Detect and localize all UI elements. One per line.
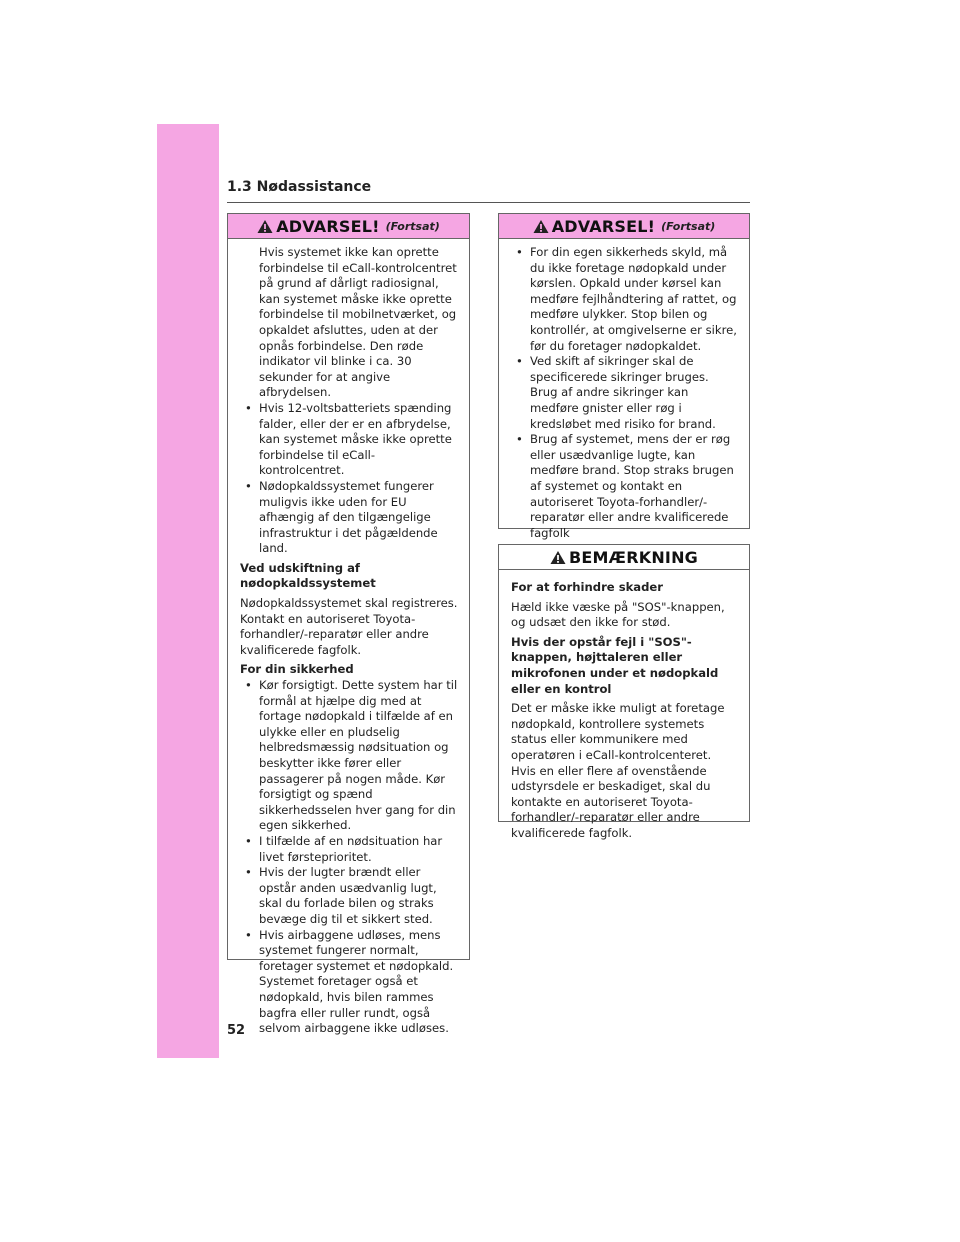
list-item: • I tilfælde af en nødsituation har livet førsteprioritet. (240, 834, 459, 865)
warning-subtitle: (Fortsat) (385, 219, 440, 233)
list-item: • Ved skift af sikringer skal de specificerede sikringer bruges. Brug af andre sikringer kan medføre gnister eller røg i kredsløbet med risiko for brand. (511, 354, 739, 432)
warning-title: ADVARSEL! (551, 216, 656, 236)
notice-title: BEMÆRKNING (569, 547, 698, 567)
subheading: For din sikkerhed (240, 662, 354, 677)
list-item: • Brug af systemet, mens der er røg eller usædvanlige lugte, kan medføre brand. Stop straks brugen af systemet og kontakt en autoriseret Toyota-forhandler/-reparatør eller andre kvalificerede fagfolk (511, 432, 739, 541)
warning-box-header (228, 214, 469, 239)
list-item: • Hvis 12-voltsbatteriets spænding falder, eller der er en afbrydelse, kan systemet måske ikke oprette forbindelse til eCall-kontrolcentret. (240, 401, 459, 479)
warning-subtitle: (Fortsat) (661, 219, 716, 233)
notice-triangle-icon (550, 550, 566, 565)
list-item: • Nødopkaldssystemet fungerer muligvis ikke uden for EU afhængig af den tilgængelige infrastruktur i det pågældende land. (240, 479, 459, 557)
subheading: Ved udskiftning af nødopkaldssystemet (240, 560, 376, 591)
page-number: 52 (227, 1023, 246, 1038)
list-item: • For din egen sikkerheds skyld, må du ikke foretage nødopkald under kørslen. Opkald under kørsel kan medføre fejlhåndtering af rattet, og medføre ulykker. Stop bilen og kontrollér, at omgivelserne er sikre, før du foretager nødopkaldet. (511, 245, 739, 354)
warning-box-right (498, 213, 750, 540)
list-item: • Hvis der lugter brændt eller opstår anden usædvanlig lugt, skal du forlade bilen og straks bevæge dig til et sikkert sted. (240, 865, 459, 927)
warning-triangle-icon (257, 219, 273, 234)
paragraph: Det er måske ikke muligt at foretage nødopkald, kontrollere systemets status eller kommunikere med operatøren i eCall-kontrolcenteret. Hvis en eller flere af ovenstående udstyrsdele er beskadiget, skal du kontakte en autoriseret Toyota-forhandler/-reparatør eller andre kvalificerede fagfolk. (511, 701, 725, 840)
continued-text: Hvis systemet ikke kan oprette forbindelse til eCall-kontrolcentret på grund af dårligt radiosignal, kan systemet måske ikke oprette forbindelse til mobilnetværket, og opkaldet afsluttes, uden at der opnås forbindelse. Den røde indikator vil blinke i ca. 30 sekunder for at angive afbrydelsen. (259, 245, 457, 400)
warning-body (228, 239, 469, 1045)
notice-box (498, 544, 750, 840)
section-title: 1.3 Nødassistance (227, 178, 750, 203)
subheading: Hvis der opstår fejl i "SOS"-knappen, højttaleren eller mikrofonen under et nødopkald eller en kontrol (511, 634, 719, 696)
list-item: • Hvis airbaggene udløses, mens systemet fungerer normalt, foretager systemet et nødopkald. Systemet foretager også et nødopkald, hvis bilen rammes bagfra eller ruller rundt, også selvom airbaggene ikke udløses. (240, 928, 459, 1037)
chapter-tab-bar (157, 124, 219, 1058)
subheading: For at forhindre skader (511, 580, 664, 594)
notice-body (499, 570, 749, 850)
paragraph: Hæld ikke væske på "SOS"-knappen, og udsæt den ikke for stød. (511, 599, 725, 630)
warning-title: ADVARSEL! (276, 216, 380, 236)
notice-box-header (499, 545, 749, 570)
paragraph: Nødopkaldssystemet skal registreres. Kontakt en autoriseret Toyota-forhandler/-reparatør eller andre kvalificerede fagfolk. (240, 596, 458, 657)
warning-triangle-icon (533, 219, 549, 234)
warning-box-header (499, 214, 749, 239)
warning-body (499, 239, 749, 549)
list-item: • Kør forsigtigt. Dette system har til formål at hjælpe dig med at fortage nødopkald i tilfælde af en ulykke eller en pludselig helbredsmæssig nødsituation og beskytter ikke fører eller passagerer på nogen måde. Kør forsigtigt og spænd sikkerhedsselen hver gang for din egen sikkerhed. (240, 678, 459, 834)
